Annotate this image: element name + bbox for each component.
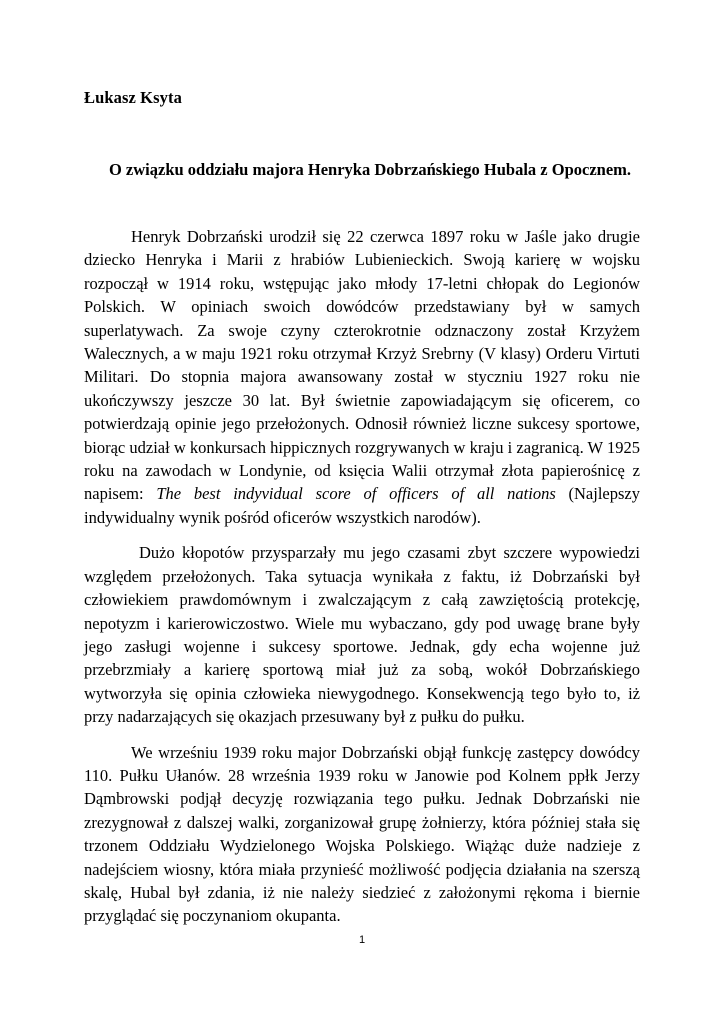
document-body [84,225,640,940]
paragraph-2: Dużo kłopotów przysparzały mu jego czasami zbyt szczere wypowiedzi względem przełożonych. Taka sytuacja wynikała z faktu, iż Dobrzański był człowiekiem prawdomównym i zwalczającym z całą zawziętością protekcję, nepotyzm i karierowiczostwo. Wiele mu wybaczano, gdy pod uwagę brane były jego zasługi wojenne i sukcesy sportowe. Jednak, gdy echa wojenne już przebrzmiały a karierę sportową miał już za sobą, wokół Dobrzańskiego wytworzyła się opinia człowieka niewygodnego. Konsekwencją tego było to, iż przy nadarzających się okazjach przesuwany był z pułku do pułku. [84,543,640,727]
paragraph-1-text: Henryk Dobrzański urodził się 22 czerwca 1897 roku w Jaśle jako drugie dziecko Henryka i Marii z hrabiów Lubienieckich. Swoją karierę w wojsku rozpoczął w 1914 roku, wstępując jako młody 17-letni chłopak do Legionów Polskich. W opiniach swoich dowódców przedstawiany był w samych superlatywach. Za swoje czyny czterokrotnie odznaczony został Krzyżem Walecznych, a w maju 1921 roku otrzymał Krzyż Srebrny (V klasy) Orderu Virtuti Militari. Do stopnia majora awansowany został w styczniu 1927 roku nie ukończywszy jeszcze 30 lat. Był świetnie zapowiadającym się oficerem, co potwierdzają opinie jego przełożonych. Odnosił również liczne sukcesy sportowe, biorąc udział w konkursach hippicznych rozgrywanych w kraju i zagranicą. W 1925 roku na zawodach w Londynie, od księcia Walii otrzymał złota papierośnicę z napisem: [84,227,640,504]
author-name: Łukasz Ksyta [84,88,182,107]
paragraph-1 [84,225,640,529]
page-number: 1 [358,934,366,946]
paragraph-1-text-end: (Najlepszy indywidualny wynik pośród oficerów wszystkich narodów). [84,484,640,527]
paragraph-1-italic-quote: The best indyvidual score of officers of all nations [156,484,556,504]
document-title: O związku oddziału majora Henryka Dobrzańskiego Hubala z Opocznem. [108,160,632,179]
paragraph-3: We wrześniu 1939 roku major Dobrzański objął funkcję zastępcy dowódcy 110. Pułku Ułanów. 28 września 1939 roku w Janowie pod Kolnem ppłk Jerzy Dąmbrowski podjął decyzję rozwiązania tego pułku. Jednak Dobrzański nie zrezygnował z dalszej walki, zorganizował grupę żołnierzy, która później stała się trzonem Oddziału Wydzielonego Wojska Polskiego. Wiążąc duże nadzieje z nadejściem wiosny, która miała przynieść możliwość podjęcia działania na szerszą skalę, Hubal był zdania, iż nie należy siedzieć z założonymi rękoma i biernie przyglądać się poczynaniom okupanta. [84,742,640,926]
